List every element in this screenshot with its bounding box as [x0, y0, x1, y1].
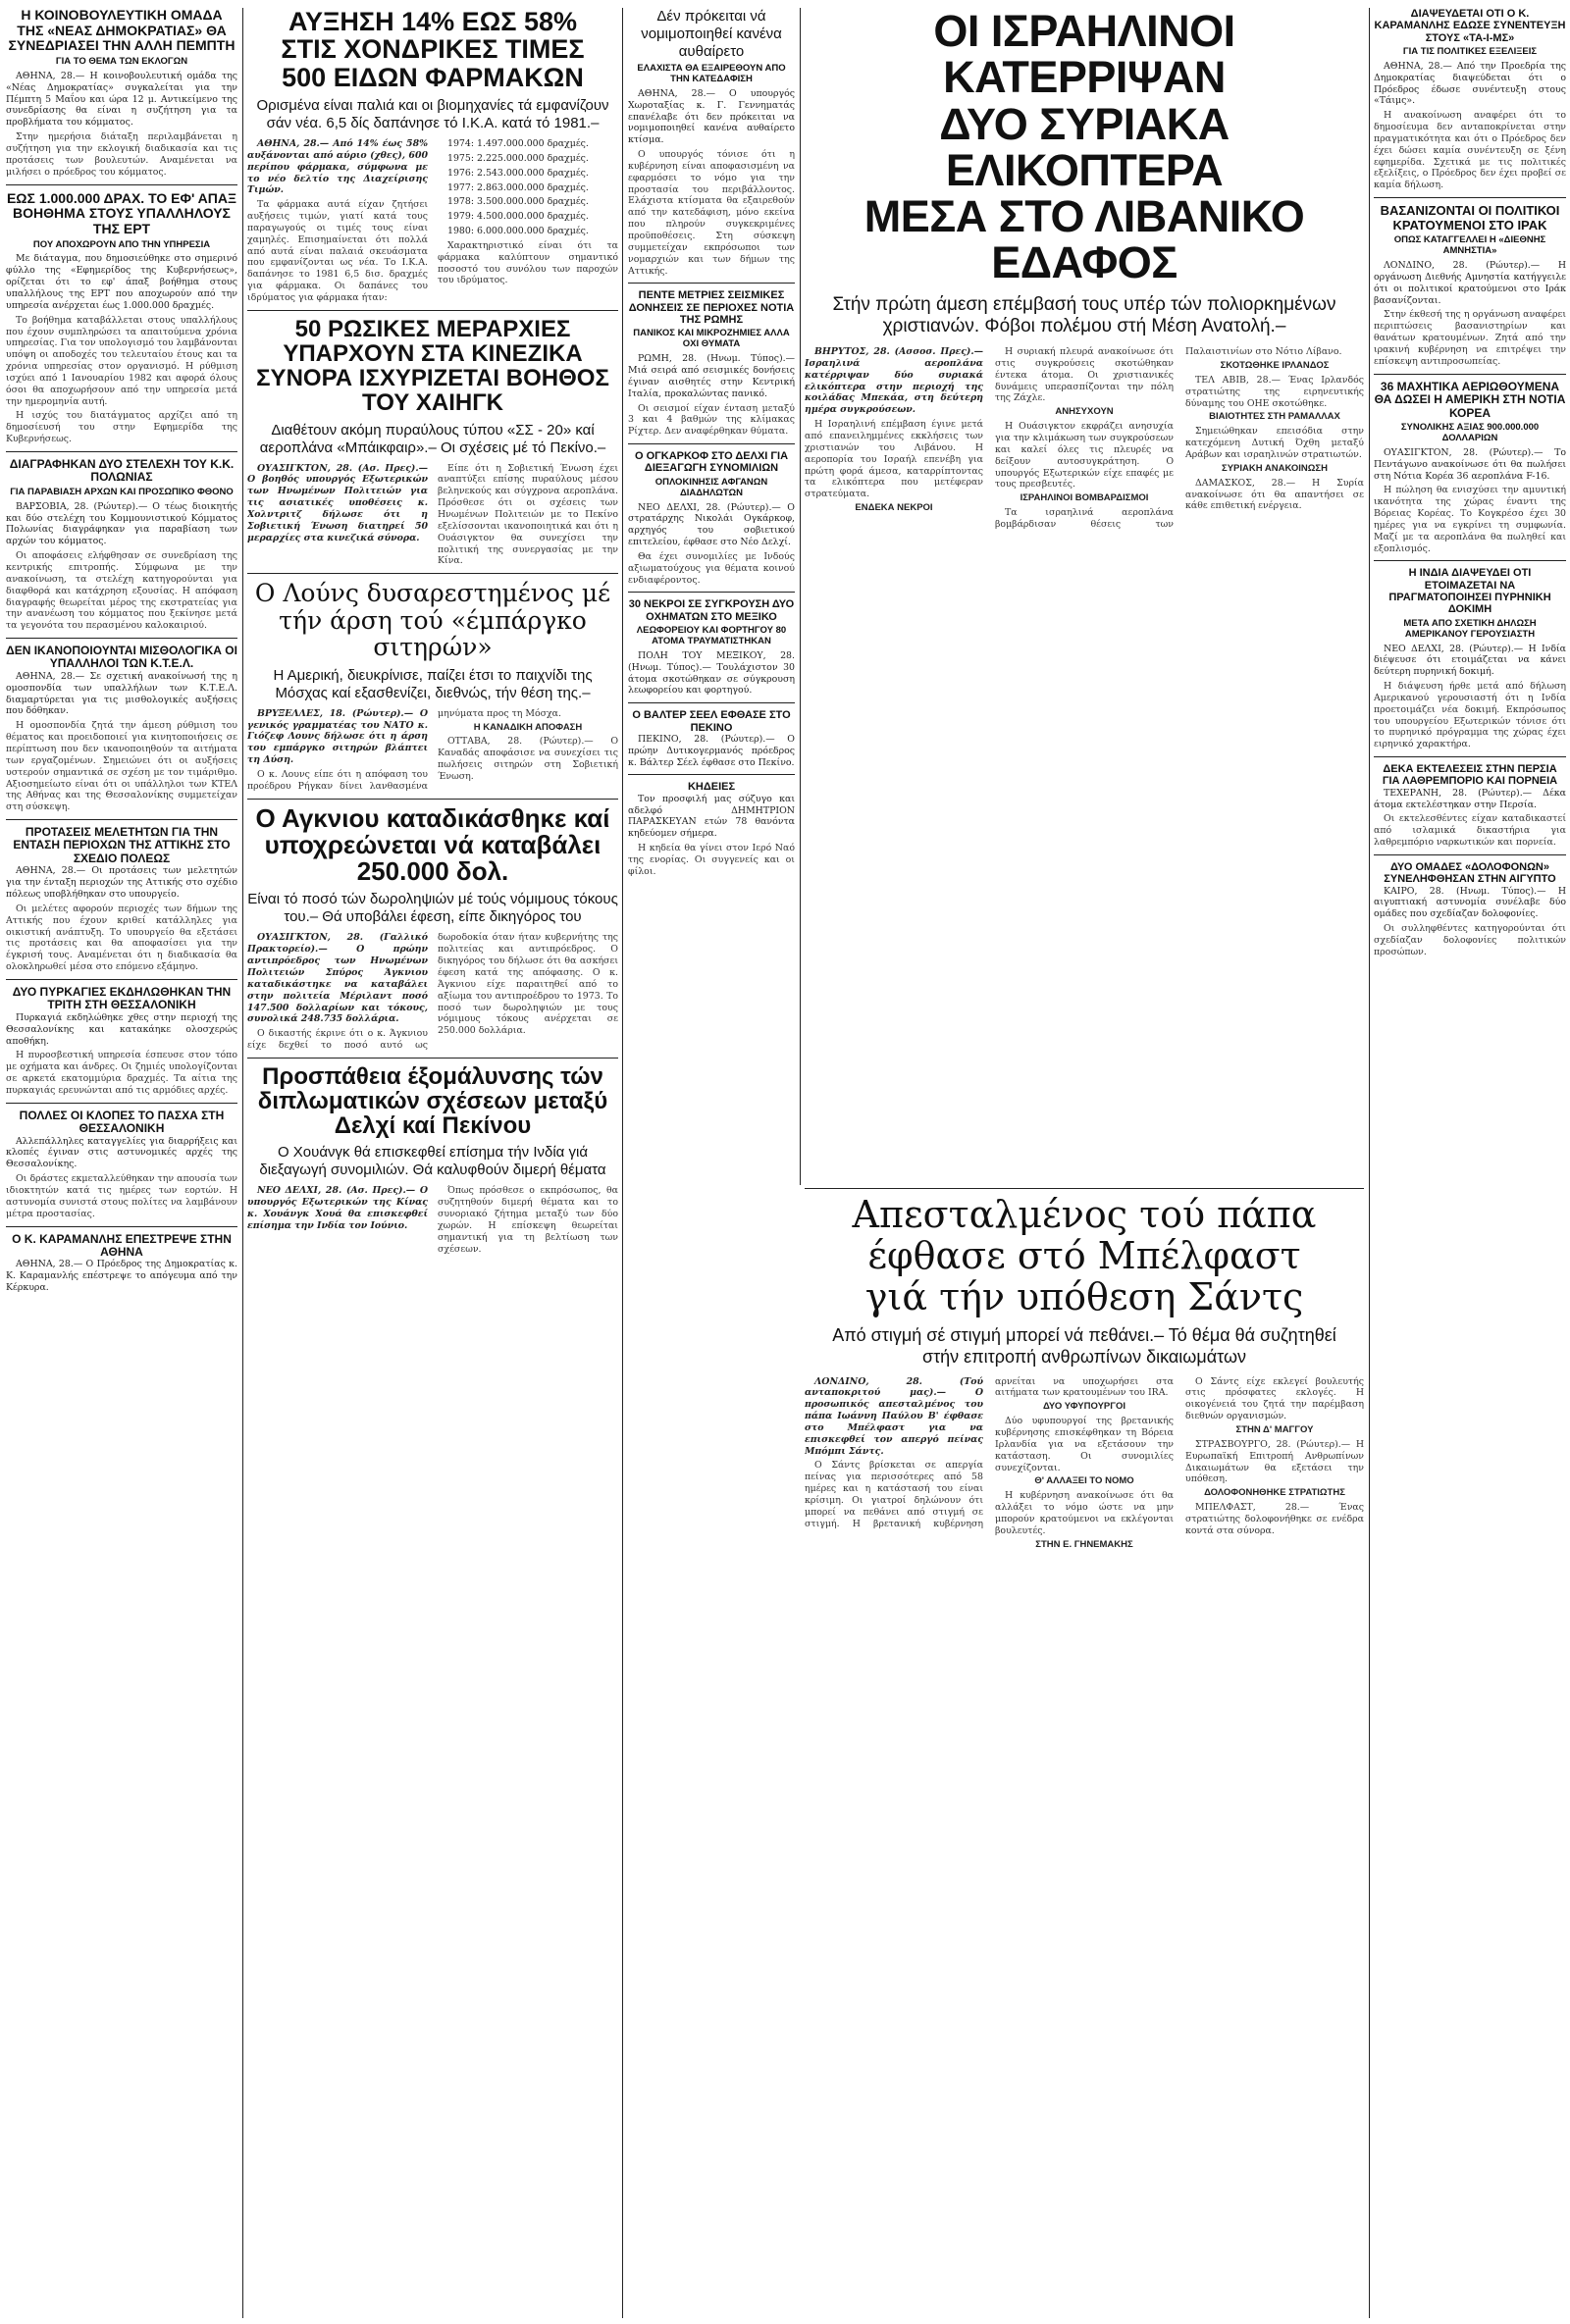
headline-funerals: ΚΗΔΕΙΕΣ — [687, 781, 736, 794]
main-story — [805, 8, 1364, 1185]
separator — [1374, 374, 1566, 375]
left-column — [6, 8, 237, 2318]
main-headline-line1: ΟΙ ΙΣΡΑΗΛΙΝΟΙ ΚΑΤΕΡΡΙΨΑΝ — [933, 8, 1235, 103]
second-column — [247, 8, 618, 2318]
right-column — [1374, 8, 1566, 2318]
article-body: ΝΕΟ ΔΕΛΧΙ, 28. (Ασ. Πρες).— Ο υπουργός Εξωτερικών της Κίνας κ. Χουάνγκ Χουά θα επισκεφθεί επίσημα την Ινδία τον Ιούνιο. Όπως πρόσθεσε ο εκπρόσωπος, θα συζητηθούν διμερή θέματα και το συνοριακό ζήτημα μεταξύ των δύο χωρών. Η επίσκεψη θεωρείται σημαντική για τη βελτίωση των σχέσεων. — [247, 1185, 618, 1255]
stat-line: 1978: 3.500.000.000 δραχμές. — [447, 196, 589, 208]
headline-pharma-line2: ΣΤΙΣ ΧΟΝΔΡΙΚΕΣ ΤΙΜΕΣ — [281, 34, 585, 65]
main-headline-line2: ΔΥΟ ΣΥΡΙΑΚΑ ΕΛΙΚΟΠΤΕΡΑ — [939, 98, 1230, 195]
stat-line: 1979: 4.500.000.000 δραχμές. — [447, 211, 589, 223]
subheadline: ΣΤΗΝ Δ' ΜΑΓΓΟΥ — [1235, 1423, 1314, 1435]
headline-agnew: Ο Αγκνιου καταδικάσθηκε καί υποχρεώνεται νά καταβάλει 250.000 δολ. — [255, 802, 610, 887]
stat-line: 1974: 1.497.000.000 δραχμές. — [447, 138, 589, 150]
article-body: Αλλεπάλληλες καταγγελίες για διαρρήξεις και κλοπές έγιναν στις αστυνομικές αρχές της Θεσσαλονίκης. Οι δράστες εκμεταλλεύθηκαν την απουσία των ιδιοκτητών κατά τις ημέρες των εορτών. Η αστυνομία συνιστά στους πολίτες να λαμβάνουν μέτρα προστασίας. — [6, 1135, 237, 1219]
separator — [247, 573, 618, 574]
article-body: ΛΟΝΔΙΝΟ, 28. (Ρώυτερ).— Η οργάνωση Διεθνής Αμνηστία κατήγγειλε ότι οι πολιτικοί κρατούμενοι στο Ιράκ βασανίζονται. Στην έκθεσή της η οργάνωση αναφέρει περιπτώσεις βασανιστηρίων και θανάτων κρατουμένων. Ζητά από την ιρακινή κυβέρνηση να επιτρέψει την επίσκεψη αντιπροσωπείας. — [1374, 260, 1566, 367]
article-body: ΒΡΥΞΕΛΛΕΣ, 18. (Ρώυτερ).— Ο γενικός γραμματέας του ΝΑΤΟ κ. Γιόζεφ Λουνς δήλωσε ότι η άρση του εμπάργκο σιτηρών βλάπτει τη Δύση. Ο κ. Λουνς είπε ότι η απόφαση του προέδρου Ρήγκαν δίνει λανθασμένα μηνύματα προς τη Μόσχα. Η ΚΑΝΑΔΙΚΗ ΑΠΟΦΑΣΗ ΟΤΤΑΒΑ, 28. (Ρώυτερ).— Ο Καναδάς αποφάσισε να συνεχίσει τις πωλήσεις σιτηρών στη Σοβιετική Ένωση. — [247, 707, 618, 792]
headline-attica: ΠΡΟΤΑΣΕΙΣ ΜΕΛΕΤΗΤΩΝ ΓΙΑ ΤΗΝ ΕΝΤΑΣΗ ΠΕΡΙΟΧΩΝ ΤΗΣ ΑΤΤΙΚΗΣ ΣΤΟ ΣΧΕΔΙΟ ΠΟΛΕΩΣ — [13, 825, 231, 865]
headline-korea: 36 ΜΑΧΗΤΙΚΑ ΑΕΡΙΩΘΟΥΜΕΝΑ ΘΑ ΔΩΣΕΙ Η ΑΜΕΡΙΚΗ ΣΤΗ ΝΟΤΙΑ ΚΟΡΕΑ — [1374, 379, 1566, 420]
headline-ktel: ΔΕΝ ΙΚΑΝΟΠΟΙΟΥΝΤΑΙ ΜΙΣΘΟΛΟΓΙΚΑ ΟΙ ΥΠΑΛΛΗΛΟΙ ΤΩΝ Κ.Τ.Ε.Λ. — [6, 644, 237, 671]
column-divider — [800, 8, 801, 1185]
headline-iraq: ΒΑΣΑΝΙΖΟΝΤΑΙ ΟΙ ΠΟΛΙΤΙΚΟΙ ΚΡΑΤΟΥΜΕΝΟΙ ΣΤΟ ΙΡΑΚ — [1380, 203, 1560, 232]
article-body: ΟΥΑΣΙΓΚΤΟΝ, 28. (Γαλλικό Πρακτορείο).— Ο πρώην αντιπρόεδρος των Ηνωμένων Πολιτειών Σπύρος Άγκνιου καταδικάστηκε να καταβάλει στην πολιτεία Μέριλαντ ποσό 147.500 δολλαρίων και τόκους, συνολικά 248.735 δολλάρια. Ο δικαστής έκρινε ότι ο κ. Άγκνιου είχε δεχθεί το ποσό αυτό ως δωροδοκία όταν ήταν κυβερνήτης της πολιτείας και αντιπρόεδρος. Ο δικηγόρος του δήλωσε ότι θα ασκήσει έφεση κατά της απόφασης. Ο κ. Άγκνιου είχε παραιτηθεί από το αξίωμα του αντιπροέδρου το 1973. Το ποσό των δωροληψιών με τους νόμιμους τόκους ανέρχεται σε 250.000 δολλάρια. — [247, 932, 618, 1052]
separator — [628, 443, 795, 444]
article-body: ΠΟΛΗ ΤΟΥ ΜΕΞΙΚΟΥ, 28. (Ηνωμ. Τύπος).— Τουλάχιστον 30 άτομα σκοτώθηκαν σε σύγκρουση λεωφορείου και φορτηγού. — [628, 649, 795, 697]
subheadline: ΣΤΗΝ Ε. ΓΗΝΕΜΑΚΗΣ — [1035, 1538, 1133, 1550]
pope-story — [805, 1182, 1364, 2310]
article-body: ΝΕΟ ΔΕΛΧΙ, 28. (Ρώυτερ).— Ο στρατάρχης Νικολάι Ογκάρκοφ, αρχηγός του σοβιετικού επιτελείου, έφθασε στο Νέο Δελχί. Θα έχει συνομιλίες με Ινδούς αξιωματούχους για θέματα κοινού ενδιαφέροντος. — [628, 501, 795, 586]
article-body: ΟΥΑΣΙΓΚΤΟΝ, 28. (Ρώυτερ).— Το Πεντάγωνο ανακοίνωσε ότι θα πωλήσει στη Νότια Κορέα 36 αεροπλάνα F-16. Η πώληση θα ενισχύσει την αμυντική ικανότητα της χώρας έναντι της Βόρειας Κορέας. Το Κογκρέσο έχει 30 ημέρες για να εγκρίνει τη συμφωνία. Μαζί με τα αεροπλάνα θα πωληθεί και εξοπλισμός. — [1374, 446, 1566, 554]
headline-pharma-line3: 500 ΕΙΔΩΝ ΦΑΡΜΑΚΩΝ — [282, 62, 584, 92]
separator — [6, 979, 237, 980]
headline-earthquake: ΠΕΝΤΕ ΜΕΤΡΙΕΣ ΣΕΙΣΜΙΚΕΣ ΔΟΝΗΣΕΙΣ ΣΕ ΠΕΡΙΟΧΕΣ ΝΟΤΙΑ ΤΗΣ ΡΩΜΗΣ — [628, 289, 795, 326]
stat-line: 1980: 6.000.000.000 δραχμές. — [447, 226, 589, 237]
deck-luns: Η Αμερική, διευκρίνισε, παίζει έτσι το παιχνίδι της Μόσχας καί εξασθενίζει, διεθνώς, τήν θέση της.– — [273, 666, 593, 701]
headline-fires: ΔΥΟ ΠΥΡΚΑΓΙΕΣ ΕΚΔΗΛΩΘΗΚΑΝ ΤΗΝ ΤΡΙΤΗ ΣΤΗ ΘΕΣΣΑΛΟΝΙΚΗ — [12, 984, 232, 1012]
separator — [1374, 560, 1566, 561]
subheadline: ΔΟΛΟΦΟΝΗΘΗΚΕ ΣΤΡΑΤΙΩΤΗΣ — [1204, 1487, 1345, 1499]
article-body: Πυρκαγιά εκδηλώθηκε χθες στην περιοχή της Θεσσαλονίκης και κατακάηκε ολοσχερώς αποθήκη. Η πυροσβεστική υπηρεσία έσπευσε στον τόπο με οχήματα και άνδρες. Οι ζημιές υπολογίζονται σε αρκετά εκατομμύρια δραχμές. Τα αίτια της πυρκαγιάς ερευνώνται από τις αρμόδιες αρχές. — [6, 1011, 237, 1096]
subheadline: ΠΑΝΙΚΟΣ ΚΑΙ ΜΙΚΡΟΖΗΜΙΕΣ ΑΛΛΑ ΟΧΙ ΘΥΜΑΤΑ — [633, 328, 790, 350]
subheadline: ΓΙΑ ΤΙΣ ΠΟΛΙΤΙΚΕΣ ΕΞΕΛΙΞΕΙΣ — [1402, 45, 1538, 57]
separator — [6, 184, 237, 185]
pope-headline-line3: γιά τήν υπόθεση Σάντς — [864, 1274, 1304, 1318]
headline-mexico: 30 ΝΕΚΡΟΙ ΣΕ ΣΥΓΚΡΟΥΣΗ ΔΥΟ ΟΧΗΜΑΤΩΝ ΣΤΟ ΜΕΞΙΚΟ — [628, 598, 795, 623]
headline-parliament: Η ΚΟΙΝΟΒΟΥΛΕΥΤΙΚΗ ΟΜΑΔΑ ΤΗΣ «ΝΕΑΣ ΔΗΜΟΚΡΑΤΙΑΣ» ΘΑ ΣΥΝΕΔΡΙΑΣΕΙ ΤΗΝ ΑΛΛΗ ΠΕΜΠΤΗ — [8, 8, 236, 54]
main-body: ΒΗΡΥΤΟΣ, 28. (Ασσοσ. Πρες).— Ισραηλινά αεροπλάνα κατέρριψαν δύο συριακά ελικόπτερα στην περιοχή της κοιλάδας Μπεκάα, στη δεύτερη ημέρα συγκρούσεων. Η Ισραηλινή επέμβαση έγινε μετά από επανειλημμένες εκκλήσεις των χριστιανών του Λιβάνου. Η αεροπορία του Ισραήλ επενέβη για πρώτη φορά άμεσα, καταρρίπτοντας τα ελικόπτερα που μετέφεραν στρατεύματα. ΕΝΔΕΚΑ ΝΕΚΡΟΙ Η συριακή πλευρά ανακοίνωσε ότι στις συγκρούσεις σκοτώθηκαν έντεκα άτομα. Οι χριστιανικές δυνάμεις υπερασπίζονται την πόλη της Ζάχλε. ΑΝΗΣΥΧΟΥΝ Η Ουάσιγκτον εκφράζει ανησυχία για την κλιμάκωση των συγκρούσεων και καλεί όλες τις πλευρές να δείξουν αυτοσυγκράτηση. Ο υπουργός Εξωτερικών είχε επαφές με τους πρεσβευτές. ΙΣΡΑΗΛΙΝΟΙ ΒΟΜΒΑΡΔΙΣΜΟΙ Τα ισραηλινά αεροπλάνα βομβάρδισαν θέσεις των Παλαιστινίων στο Νότιο Λίβανο. ΣΚΟΤΩΘΗΚΕ ΙΡΛΑΝΔΟΣ ΤΕΛ ΑΒΙΒ, 28.— Ένας Ιρλανδός στρατιώτης της ειρηνευτικής δύναμης του ΟΗΕ σκοτώθηκε. ΒΙΑΙΟΤΗΤΕΣ ΣΤΗ ΡΑΜΑΛΛΑΧ Σημειώθηκαν επεισόδια στην κατεχόμενη Δυτική Όχθη μεταξύ Αράβων και ισραηλινών στρατιωτών. ΣΥΡΙΑΚΗ ΑΝΑΚΟΙΝΩΣΗ ΔΑΜΑΣΚΟΣ, 28.— Η Συρία ανακοίνωσε ότι θα απαντήσει σε κάθε επιθετική ενέργεια. — [805, 346, 1364, 531]
article-body: ΡΩΜΗ, 28. (Ηνωμ. Τύπος).— Μιά σειρά από σεισμικές δονήσεις έγιναν αισθητές στην Κεντρική Ιταλία, προκαλώντας πανικό. Οι σεισμοί είχαν ένταση μεταξύ 3 και 4 βαθμών της κλίμακας Ρίχτερ. Δεν αναφέρθηκαν θύματα. — [628, 353, 795, 438]
subheadline: Η ΚΑΝΑΔΙΚΗ ΑΠΟΦΑΣΗ — [473, 721, 583, 733]
article-body: ΚΑΙΡΟ, 28. (Ηνωμ. Τύπος).— Η αιγυπτιακή αστυνομία συνέλαβε δύο ομάδες που σχεδίαζαν δολοφονίες. Οι συλληφθέντες κατηγορούνται ότι σχεδίαζαν δολοφονίες πολιτικών προσώπων. — [1374, 885, 1566, 957]
headline-ogarkov: Ο ΟΓΚΑΡΚΟΦ ΣΤΟ ΔΕΛΧΙ ΓΙΑ ΔΙΕΞΑΓΩΓΗ ΣΥΝΟΜΙΛΙΩΝ — [634, 450, 789, 475]
pope-headline-line2: έφθασε στό Μπέλφαστ — [867, 1233, 1301, 1277]
subheadline: ΕΝΔΕΚΑ ΝΕΚΡΟΙ — [855, 502, 933, 514]
headline-poland: ΔΙΑΓΡΑΦΗΚΑΝ ΔΥΟ ΣΤΕΛΕΧΗ ΤΟΥ Κ.Κ. ΠΟΛΩΝΙΑΣ — [9, 456, 235, 485]
pope-body: ΛΟΝΔΙΝΟ, 28. (Τού ανταποκριτού μας).— Ο προσωπικός απεσταλμένος του πάπα Ιωάννη Παύλου Β' έφθασε στο Μπέλφαστ για να επισκεφθεί τον απεργό πείνας Μπόμπι Σάντς. Ο Σάντς βρίσκεται σε απεργία πείνας για περισσότερες από 58 ημέρες και η κατάστασή του είναι κρίσιμη. Οι γιατροί δηλώνουν ότι μπορεί να πεθάνει από στιγμή σε στιγμή. Η βρετανική κυβέρνηση αρνείται να υποχωρήσει στα αιτήματα των κρατουμένων του IRA. ΔΥΟ ΥΦΥΠΟΥΡΓΟΙ Δύο υφυπουργοί της βρετανικής κυβέρνησης επισκέφθηκαν τη Βόρεια Ιρλανδία για να εξετάσουν την κατάσταση. Οι συνομιλίες συνεχίζονται. Θ' ΑΛΛΑΞΕΙ ΤΟ ΝΟΜΟ Η κυβέρνηση ανακοίνωσε ότι θα αλλάξει το νόμο ώστε να μην μπορούν κρατούμενοι να εκλέγονται βουλευτές. ΣΤΗΝ Ε. ΓΗΝΕΜΑΚΗΣ Ο Σάντς είχε εκλεγεί βουλευτής στις πρόσφατες εκλογές. Η οικογένειά του ζητά την παρέμβαση διεθνών οργανισμών. ΣΤΗΝ Δ' ΜΑΓΓΟΥ ΣΤΡΑΣΒΟΥΡΓΟ, 28. (Ρώυτερ).— Η Ευρωπαϊκή Επιτροπή Ανθρωπίνων Δικαιωμάτων θα εξετάσει την υπόθεση. ΔΟΛΟΦΟΝΗΘΗΚΕ ΣΤΡΑΤΙΩΤΗΣ ΜΠΕΛΦΑΣΤ, 28.— Ένας στρατιώτης δολοφονήθηκε σε ενέδρα κοντά στα σύνορα. — [805, 1375, 1364, 1550]
headline-delhi: Προσπάθεια έξομάλυνσης τών διπλωματικών σχέσεων μεταξύ Δελχί καί Πεκίνου — [257, 1062, 608, 1140]
stat-line: 1977: 2.863.000.000 δραχμές. — [447, 181, 589, 193]
headline-ert: ΕΩΣ 1.000.000 ΔΡΑΧ. ΤΟ ΕΦ' ΑΠΑΞ ΒΟΗΘΗΜΑ ΣΤΟΥΣ ΥΠΑΛΛΗΛΟΥΣ ΤΗΣ ΕΡΤ — [6, 189, 237, 236]
subheadline: ΔΥΟ ΥΦΥΠΟΥΡΓΟΙ — [1042, 1401, 1126, 1413]
subheadline: ΕΛΑΧΙΣΤΑ ΘΑ ΕΞΑΙΡΕΘΟΥΝ ΑΠΟ ΤΗΝ ΚΑΤΕΔΑΦΙΣΗ — [637, 63, 786, 84]
headline-russia: 50 ΡΩΣΙΚΕΣ ΜΕΡΑΡΧΙΕΣ ΥΠΑΡΧΟΥΝ ΣΤΑ ΚΙΝΕΖΙΚΑ ΣΥΝΟΡΑ ΙΣΧΥΡΙΖΕΤΑΙ ΒΟΗΘΟΣ ΤΟΥ ΧΑΙΗΓΚ — [256, 315, 609, 417]
subheadline: ΠΟΥ ΑΠΟΧΩΡΟΥΝ ΑΠΟ ΤΗΝ ΥΠΗΡΕΣΙΑ — [32, 238, 211, 250]
article-body: ΑΘΗΝΑ, 28.— Οι προτάσεις των μελετητών για την ένταξη περιοχών της Αττικής στο σχέδιο πόλεως υποβλήθηκαν στο υπουργείο. Οι μελέτες αφορούν περιοχές των δήμων της Αττικής που έχουν κριθεί κατάλληλες για οικιστική ανάπτυξη. Το υπουργείο θα εξετάσει τις προτάσεις και θα αποφασίσει για την έγκρισή τους. Αναμένεται ότι η διαδικασία θα ολοκληρωθεί μέσα στο επόμενο εξάμηνο. — [6, 865, 237, 973]
subheadline: ΟΠΛΟΚΙΝΗΣΙΣ ΑΦΓΑΝΩΝ ΔΙΑΔΗΛΩΤΩΝ — [654, 476, 768, 498]
pope-deck: Από στιγμή σέ στιγμή μπορεί νά πεθάνει.– Τό θέμα θά συζητηθεί στήν επιτροπή ανθρωπίνων δικαιωμάτων — [832, 1325, 1336, 1367]
article-body: ΤΕΧΕΡΑΝΗ, 28. (Ρώυτερ).— Δέκα άτομα εκτελέστηκαν στην Περσία. Οι εκτελεσθέντες είχαν καταδικαστεί από ισλαμικά δικαστήρια για λαθρεμπόριο ναρκωτικών και πορνεία. — [1374, 787, 1566, 849]
separator — [805, 1188, 1364, 1189]
column-divider — [622, 8, 623, 2318]
headline-scheel: Ο ΒΑΛΤΕΡ ΣΕΕΛ ΕΦΘΑΣΕ ΣΤΟ ΠΕΚΙΝΟ — [632, 709, 791, 734]
headline-pharma-line1: ΑΥΞΗΣΗ 14% ΕΩΣ 58% — [288, 8, 578, 36]
article-body: ΑΘΗΝΑ, 28.— Σε σχετική ανακοίνωσή της η ομοσπονδία των υπαλλήλων των Κ.Τ.Ε.Λ. διαμαρτύρεται για τις μισθολογικές αυξήσεις που δόθηκαν. Η ομοσπονδία ζητά την άμεση ρύθμιση του θέματος και προειδοποιεί για κινητοποιήσεις σε περίπτωση που δεν ικανοποιηθούν τα αιτήματα των εργαζομένων. Σημειώνει ότι οι αυξήσεις υστερούν σημαντικά σε σχέση με τον τιμάριθμο. Αξιοσημείωτο είναι ότι οι υπάλληλοι των ΚΤΕΛ της Αθήνας και της Θεσσαλονίκης συμμετείχαν στη σύσκεψη. — [6, 670, 237, 813]
article-body: Τον προσφιλή μας σύζυγο και αδελφό ΔΗΜΗΤΡΙΟΝ ΠΑΡΑΣΚΕΥΑΝ ετών 78 θανόντα κηδεύομεν σήμερα. Η κηδεία θα γίνει στον Ιερό Ναό της ενορίας. Οι συγγενείς και οι φίλοι. — [628, 793, 795, 877]
separator — [1374, 197, 1566, 198]
deck-agnew: Είναι τό ποσό τών δωροληψιών μέ τούς νόμιμους τόκους του.– Θά υποβάλει έφεση, είπε δικηγόρος του — [247, 891, 618, 926]
article-body: Με διάταγμα, που δημοσιεύθηκε στο σημερινό φύλλο της «Εφημερίδος της Κυβερνήσεως», ορίζεται ότι το εφ' άπαξ βοήθημα στους υπαλλήλους της ΕΡΤ που αποχωρούν από την υπηρεσία ανέρχεται έως 1.000.000 δραχμές. Το βοήθημα καταβάλλεται στους υπαλλήλους που έχουν συμπληρώσει τα απαιτούμενα χρόνια υπηρεσίας. Για τον υπολογισμό του λαμβάνονται υπόψη οι αποδοχές του τελευταίου έτους και τα χρόνια υπηρεσίας στον οργανισμό. Η ρύθμιση ισχύει από 1 Ιανουαρίου 1982 και αφορά όλους όσοι θα αποχωρήσουν από την υπηρεσία μετά την ημερομηνία αυτή. Η ισχύς του διατάγματος αρχίζει από τη δημοσίευσή του στην Εφημερίδα της Κυβερνήσεως. — [6, 253, 237, 445]
deck-delhi: Ο Χουάνγκ θά επισκεφθεί επίσημα τήν Ινδία γιά διεξαγωγή συνομιλιών. Θά καλυφθούν διμερή θέματα — [259, 1144, 606, 1179]
article-body: ΑΘΗΝΑ, 28.— Η κοινοβουλευτική ομάδα της «Νέας Δημοκρατίας» συγκαλείται για την Πέμπτη 5 Μαΐου και ώρα 12 μ. Αντικείμενο της συνεδρίασης θα είναι η συζήτηση για τα προβλήματα του κόμματος. Στην ημερήσια διάταξη περιλαμβάνεται η συζήτηση για την εκλογική διαδικασία και τις προτάσεις των βουλευτών. Αναμένεται να μιλήσει ο πρόεδρος του κόμματος. — [6, 70, 237, 178]
separator — [1374, 854, 1566, 855]
separator — [6, 1103, 237, 1104]
subheadline: ΛΕΩΦΟΡΕΙΟΥ ΚΑΙ ΦΟΡΤΗΓΟΥ 80 ΑΤΟΜΑ ΤΡΑΥΜΑΤΙΣΤΗΚΑΝ — [636, 625, 787, 646]
separator — [628, 592, 795, 593]
separator — [628, 774, 795, 775]
deck-russia: Διαθέτουν ακόμη πυραύλους τύπου «ΣΣ - 20» καί αεροπλάνα «Μπάικφαιρ».– Οι σχέσεις μέ τό Πεκίνο.– — [259, 421, 606, 456]
separator — [247, 310, 618, 311]
article-body: ΝΕΟ ΔΕΛΧΙ, 28. (Ρώυτερ).— Η Ινδία διέψευσε ότι ετοιμάζεται να κάνει δεύτερη πυρηνική δοκιμή. Η διάψευση ήρθε μετά από δήλωση Αμερικανού γερουσιαστή ότι η Ινδία προετοιμάζει νέα δοκιμή. Εκπρόσωπος του υπουργείου Εξωτερικών τόνισε ότι το πυρηνικό πρόγραμμα της χώρας έχει ειρηνικό χαρακτήρα. — [1374, 643, 1566, 750]
subheadline: ΑΝΗΣΥΧΟΥΝ — [1055, 406, 1114, 418]
article-body: ΑΘΗΝΑ, 28.— Από την Προεδρία της Δημοκρατίας διαψεύδεται ότι ο Πρόεδρος έδωσε συνέντευξη στους «Τάιμς». Η ανακοίνωση αναφέρει ότι το δημοσίευμα δεν ανταποκρίνεται στην πραγματικότητα και ότι ο Πρόεδρος δεν έχει δώσει καμία συνέντευξη σε ξένη εφημερίδα. Σχετικά με τις πολιτικές εξελίξεις, ο Πρόεδρος δεν έχει προβεί σε καμία δήλωση. — [1374, 60, 1566, 191]
separator — [247, 1058, 618, 1059]
deck-pharma: Ορισμένα είναι παλιά και οι βιομηχανίες τά εμφανίζουν σάν νέα. 6,5 δίς δαπάνησε τό Ι.Κ.Α. κατά τό 1981.– — [256, 97, 609, 132]
subheadline: ΜΕΤΑ ΑΠΟ ΣΧΕΤΙΚΗ ΔΗΛΩΣΗ ΑΜΕΡΙΚΑΝΟΥ ΓΕΡΟΥΣΙΑΣΤΗ — [1403, 617, 1537, 640]
subheadline: ΣΥΝΟΛΙΚΗΣ ΑΞΙΑΣ 900.000.000 ΔΟΛΛΑΡΙΩΝ — [1400, 421, 1540, 443]
headline-karamanlis: Ο Κ. ΚΑΡΑΜΑΝΛΗΣ ΕΠΕΣΤΡΕΨΕ ΣΤΗΝ ΑΘΗΝΑ — [12, 1231, 232, 1259]
headline-thefts: ΠΟΛΛΕΣ ΟΙ ΚΛΟΠΕΣ ΤΟ ΠΑΣΧΑ ΣΤΗ ΘΕΣΣΑΛΟΝΙΚΗ — [19, 1108, 225, 1136]
subheadline: ΒΙΑΙΟΤΗΤΕΣ ΣΤΗ ΡΑΜΑΛΛΑΧ — [1209, 411, 1340, 423]
subheadline: ΣΚΟΤΩΘΗΚΕ ΙΡΛΑΝΔΟΣ — [1220, 359, 1330, 371]
main-deck: Στήν πρώτη άμεση επέμβασή τους υπέρ τών πολιορκημένων χριστιανών. Φόβοι πολέμου στή Μέση Ανατολή.– — [832, 293, 1336, 337]
separator — [628, 283, 795, 284]
column-divider — [242, 8, 243, 2318]
subheadline: Θ' ΑΛΛΑΞΕΙ ΤΟ ΝΟΜΟ — [1034, 1475, 1134, 1487]
subheadline: ΣΥΡΙΑΚΗ ΑΝΑΚΟΙΝΩΣΗ — [1222, 462, 1328, 474]
headline-india-nuclear: Η ΙΝΔΙΑ ΔΙΑΨΕΥΔΕΙ ΟΤΙ ΕΤΟΙΜΑΖΕΤΑΙ ΝΑ ΠΡΑΓΜΑΤΟΠΟΙΗΣΕΙ ΠΥΡΗΝΙΚΗ ΔΟΚΙΜΗ — [1388, 567, 1551, 616]
separator — [6, 1226, 237, 1227]
main-headline-line3: ΜΕΣΑ ΣΤΟ ΛΙΒΑΝΙΚΟ ΕΔΑΦΟΣ — [864, 191, 1305, 288]
headline-luns: Ο Λούνς δυσαρεστημένος μέ τήν άρση τού «έμπάργκο σιτηρών» — [254, 579, 611, 662]
third-column — [628, 8, 795, 2318]
stat-line: 1976: 2.543.000.000 δραχμές. — [447, 167, 589, 179]
separator — [628, 702, 795, 703]
article-body: ΑΘΗΝΑ, 28.— Ο Πρόεδρος της Δημοκρατίας κ. Κ. Καραμανλής επέστρεψε το απόγευμα από την Κέρκυρα. — [6, 1259, 237, 1294]
article-body: ΒΑΡΣΟΒΙΑ, 28. (Ρώυτερ).— Ο τέως διοικητής και δύο στελέχη του Κομμουνιστικού Κόμματος Πολωνίας διαγράφηκαν για παραβίαση των αρχών του κόμματος. Οι αποφάσεις ελήφθησαν σε συνεδρίαση της κεντρικής επιτροπής. Σύμφωνα με την ανακοίνωση, τα στελέχη κατηγορούνται για διαφθορά και κατάχρηση εξουσίας. Η απόφαση διαγραφής θεωρείται μέρος της εκστρατείας για την ανανέωση του κόμματος που ξεκίνησε μετά τα γεγονότα του περασμένου καλοκαιριού. — [6, 500, 237, 632]
subheadline: ΓΙΑ ΠΑΡΑΒΙΑΣΗ ΑΡΧΩΝ ΚΑΙ ΠΡΟΣΩΠΙΚΟ ΦΘΟΝΟ — [10, 486, 234, 497]
headline-denial: ΔΙΑΨΕΥΔΕΤΑΙ ΟΤΙ Ο Κ. ΚΑΡΑΜΑΝΛΗΣ ΕΔΩΣΕ ΣΥΝΕΝΤΕΥΞΗ ΣΤΟΥΣ «ΤΑ-Ι-ΜΣ» — [1374, 8, 1566, 44]
separator — [1374, 756, 1566, 757]
headline-persia: ΔΕΚΑ ΕΚΤΕΛΕΣΕΙΣ ΣΤΗΝ ΠΕΡΣΙΑ ΓΙΑ ΛΑΘΡΕΜΠΟΡΙΟ ΚΑΙ ΠΟΡΝΕΙΑ — [1382, 763, 1558, 788]
subheadline: ΙΣΡΑΗΛΙΝΟΙ ΒΟΜΒΑΡΔΙΣΜΟΙ — [1020, 492, 1149, 504]
headline-egypt: ΔΥΟ ΟΜΑΔΕΣ «ΔΟΛΟΦΟΝΩΝ» ΣΥΝΕΛΗΦΘΗΣΑΝ ΣΤΗΝ ΑΙΓΥΠΤΟ — [1384, 860, 1556, 886]
subheadline: ΓΙΑ ΤΟ ΘΕΜΑ ΤΩΝ ΕΚΛΟΓΩΝ — [55, 56, 188, 68]
separator — [247, 799, 618, 800]
separator — [6, 451, 237, 452]
article-body: ΠΕΚΙΝΟ, 28. (Ρώυτερ).— Ο πρώην Δυτικογερμανός πρόεδρος κ. Βάλτερ Σέελ έφθασε στο Πεκίνο. — [628, 733, 795, 768]
separator — [6, 819, 237, 820]
column-divider — [1369, 8, 1370, 2318]
headline-illegal-buildings: Δέν πρόκειται νά νομιμοποιηθεί κανένα αυθαίρετο — [641, 8, 782, 60]
article-body: ΑΘΗΝΑ, 28.— Από 14% έως 58% αυξάνονται από αύριο (χθες), 600 περίπου φάρμακα, σύμφωνα με το νέο δελτίο της Διαχείρισης Τιμών. Τα φάρμακα αυτά είχαν ζητήσει αυξήσεις τιμών, γιατί κατά τους παραγωγούς οι τιμές τους είναι χαμηλές. Επισημαίνεται ότι πολλά από αυτά είναι παλαιά σκευάσματα που εμφανίζονται ως νέα. Το Ι.Κ.Α. δαπάνησε το 1981 6,5 δισ. δραχμές για φάρμακα. Οι δαπάνες του ιδρύματος για φάρμακα ήταν: 1974: 1.497.000.000 δραχμές. 1975: 2.225.000.000 δραχμές. 1976: 2.543.000.000 δραχμές. 1977: 2.863.000.000 δραχμές. 1978: 3.500.000.000 δραχμές. 1979: 4.500.000.000 δραχμές. 1980: 6.000.000.000 δραχμές. Χαρακτηριστικό είναι ότι τα φάρμακα καλύπτουν σημαντικό ποσοστό του συνόλου των παροχών του ιδρύματος. — [247, 138, 618, 303]
article-body: ΟΥΑΣΙΓΚΤΟΝ, 28. (Ασ. Πρες).— Ο βοηθός υπουργός Εξωτερικών των Ηνωμένων Πολιτειών για τις ασιατικές υποθέσεις κ. Χολντριτζ δήλωσε ότι η Σοβιετική Ένωση διατηρεί 50 μεραρχίες στα κινεζικά σύνορα. Είπε ότι η Σοβιετική Ένωση έχει αναπτύξει επίσης πυραύλους μέσου βεληνεκούς και σύγχρονα αεροπλάνα. Πρόσθεσε ότι οι σχέσεις των Ηνωμένων Πολιτειών με το Πεκίνο εξελίσσονται ικανοποιητικά και ότι η Ουάσιγκτον θα συνεχίσει την πολιτική της συνεργασίας με την Κίνα. — [247, 462, 618, 567]
subheadline: ΟΠΩΣ ΚΑΤΑΓΓΕΛΛΕΙ Η «ΔΙΕΘΝΗΣ ΑΜΝΗΣΤΙΑ» — [1393, 234, 1546, 257]
article-body: ΑΘΗΝΑ, 28.— Ο υπουργός Χωροταξίας κ. Γ. Γεννηματάς επανέλαβε ότι δεν πρόκειται να νομιμοποιηθεί κανένα αυθαίρετο κτίσμα. Ο υπουργός τόνισε ότι η κυβέρνηση είναι αποφασισμένη να εφαρμόσει το νόμο για την προστασία του περιβάλλοντος. Ελάχιστα κτίσματα θα εξαιρεθούν από την κατεδάφιση, μόνο εκείνα που πληρούν συγκεκριμένες προϋποθέσεις. Στη σύσκεψη συμμετείχαν εκπρόσωποι των νομαρχιών και των δήμων της Αττικής. — [628, 87, 795, 277]
separator — [6, 638, 237, 639]
stat-line: 1975: 2.225.000.000 δραχμές. — [447, 152, 589, 164]
pope-headline-line1: Απεσταλμένος τού πάπα — [852, 1193, 1317, 1236]
